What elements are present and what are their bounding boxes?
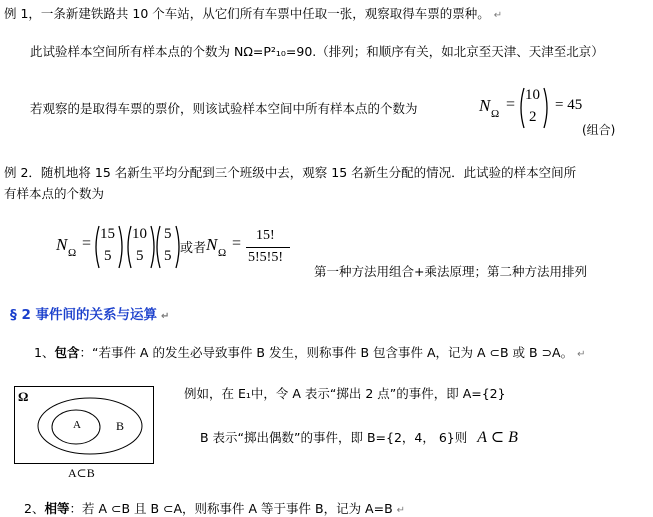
example2-line1: 例 2．随机地将 15 名新生平均分配到三个班级中去，观察 15 名新生分配的情况．此试验的样本空间所 xyxy=(4,165,577,180)
example1-line2: 此试验样本空间所有样本点的个数为 NΩ=P²₁₀=90.（排列；和顺序有关，如北京至天津、天津至北京） xyxy=(30,44,604,59)
binom2-top: 10 xyxy=(132,226,147,242)
containment-definition: 1、包含：“若事件 A 的发生必导致事件 B 发生，则称事件 B 包含事件 A，记为 A ⊂B 或 B ⊃A。 ↵ xyxy=(34,345,586,360)
formula2b-equals: = xyxy=(232,235,242,252)
fraction-numerator: 15! xyxy=(256,228,275,243)
fraction-bar xyxy=(246,247,290,248)
venn-diagram-figure xyxy=(14,386,154,464)
formula2-n: N xyxy=(56,235,68,254)
formula-result: = 45 xyxy=(555,97,583,113)
venn-set-b-label: B xyxy=(116,419,125,433)
method-note: 第一种方法用组合+乘法原理；第二种方法用排列 xyxy=(314,264,587,279)
venn-omega-label: Ω xyxy=(18,389,29,404)
equality-definition: 2、相等：若 A ⊂B 且 B ⊂A，则称事件 A 等于事件 B，记为 A=B ↵ xyxy=(24,501,406,516)
die-example-line2: B 表示“掷出偶数”的事件，即 B={2，4， 6}则 A ⊂ B xyxy=(200,429,518,446)
containment-term: 包含 xyxy=(54,345,80,360)
formula-equals: = xyxy=(506,96,516,113)
return-mark-icon: ↵ xyxy=(396,505,406,516)
formula-n: N xyxy=(479,96,491,115)
example1-line1: 例 1，一条新建铁路共 10 个车站，从它们所有车票中任取一张，观察取得车票的票种。 ↵ xyxy=(4,6,503,21)
formula2-omega-subscript: Ω xyxy=(68,247,77,259)
binom3-top: 5 xyxy=(164,226,172,242)
section-title: § 2 事件间的关系与运算 ↵ xyxy=(10,307,170,323)
venn-set-a-label: A xyxy=(73,419,81,431)
binom-top: 10 xyxy=(525,87,540,103)
return-mark-icon: ↵ xyxy=(493,10,503,21)
fraction-denominator: 5!5!5! xyxy=(248,250,283,265)
formula-omega-subscript: Ω xyxy=(491,108,500,120)
example2-line2: 有样本点的个数为 xyxy=(4,186,105,201)
formula2b-omega-subscript: Ω xyxy=(218,247,227,259)
return-mark-icon: ↵ xyxy=(161,311,170,322)
binom1-top: 15 xyxy=(100,226,115,242)
binom2-bottom: 5 xyxy=(136,248,144,264)
equality-term: 相等 xyxy=(44,501,70,516)
binom3-bottom: 5 xyxy=(164,248,172,264)
binom1-bottom: 5 xyxy=(104,248,112,264)
binom-bottom: 2 xyxy=(529,109,537,125)
return-mark-icon: ↵ xyxy=(577,349,586,360)
example1-line3: 若观察的是取得车票的票价，则该试验样本空间中所有样本点的个数为 xyxy=(30,101,418,116)
formula2-equals: = xyxy=(82,235,92,252)
or-text: 或者 xyxy=(180,241,207,256)
formula2b-n: N xyxy=(206,235,218,254)
subset-relation: A ⊂ B xyxy=(477,429,518,446)
die-example-line1: 例如，在 E₁中，令 A 表示“掷出 2 点”的事件，即 A={2} xyxy=(184,386,506,401)
venn-caption: A⊂B xyxy=(68,466,95,480)
combination-note: (组合) xyxy=(582,123,616,137)
